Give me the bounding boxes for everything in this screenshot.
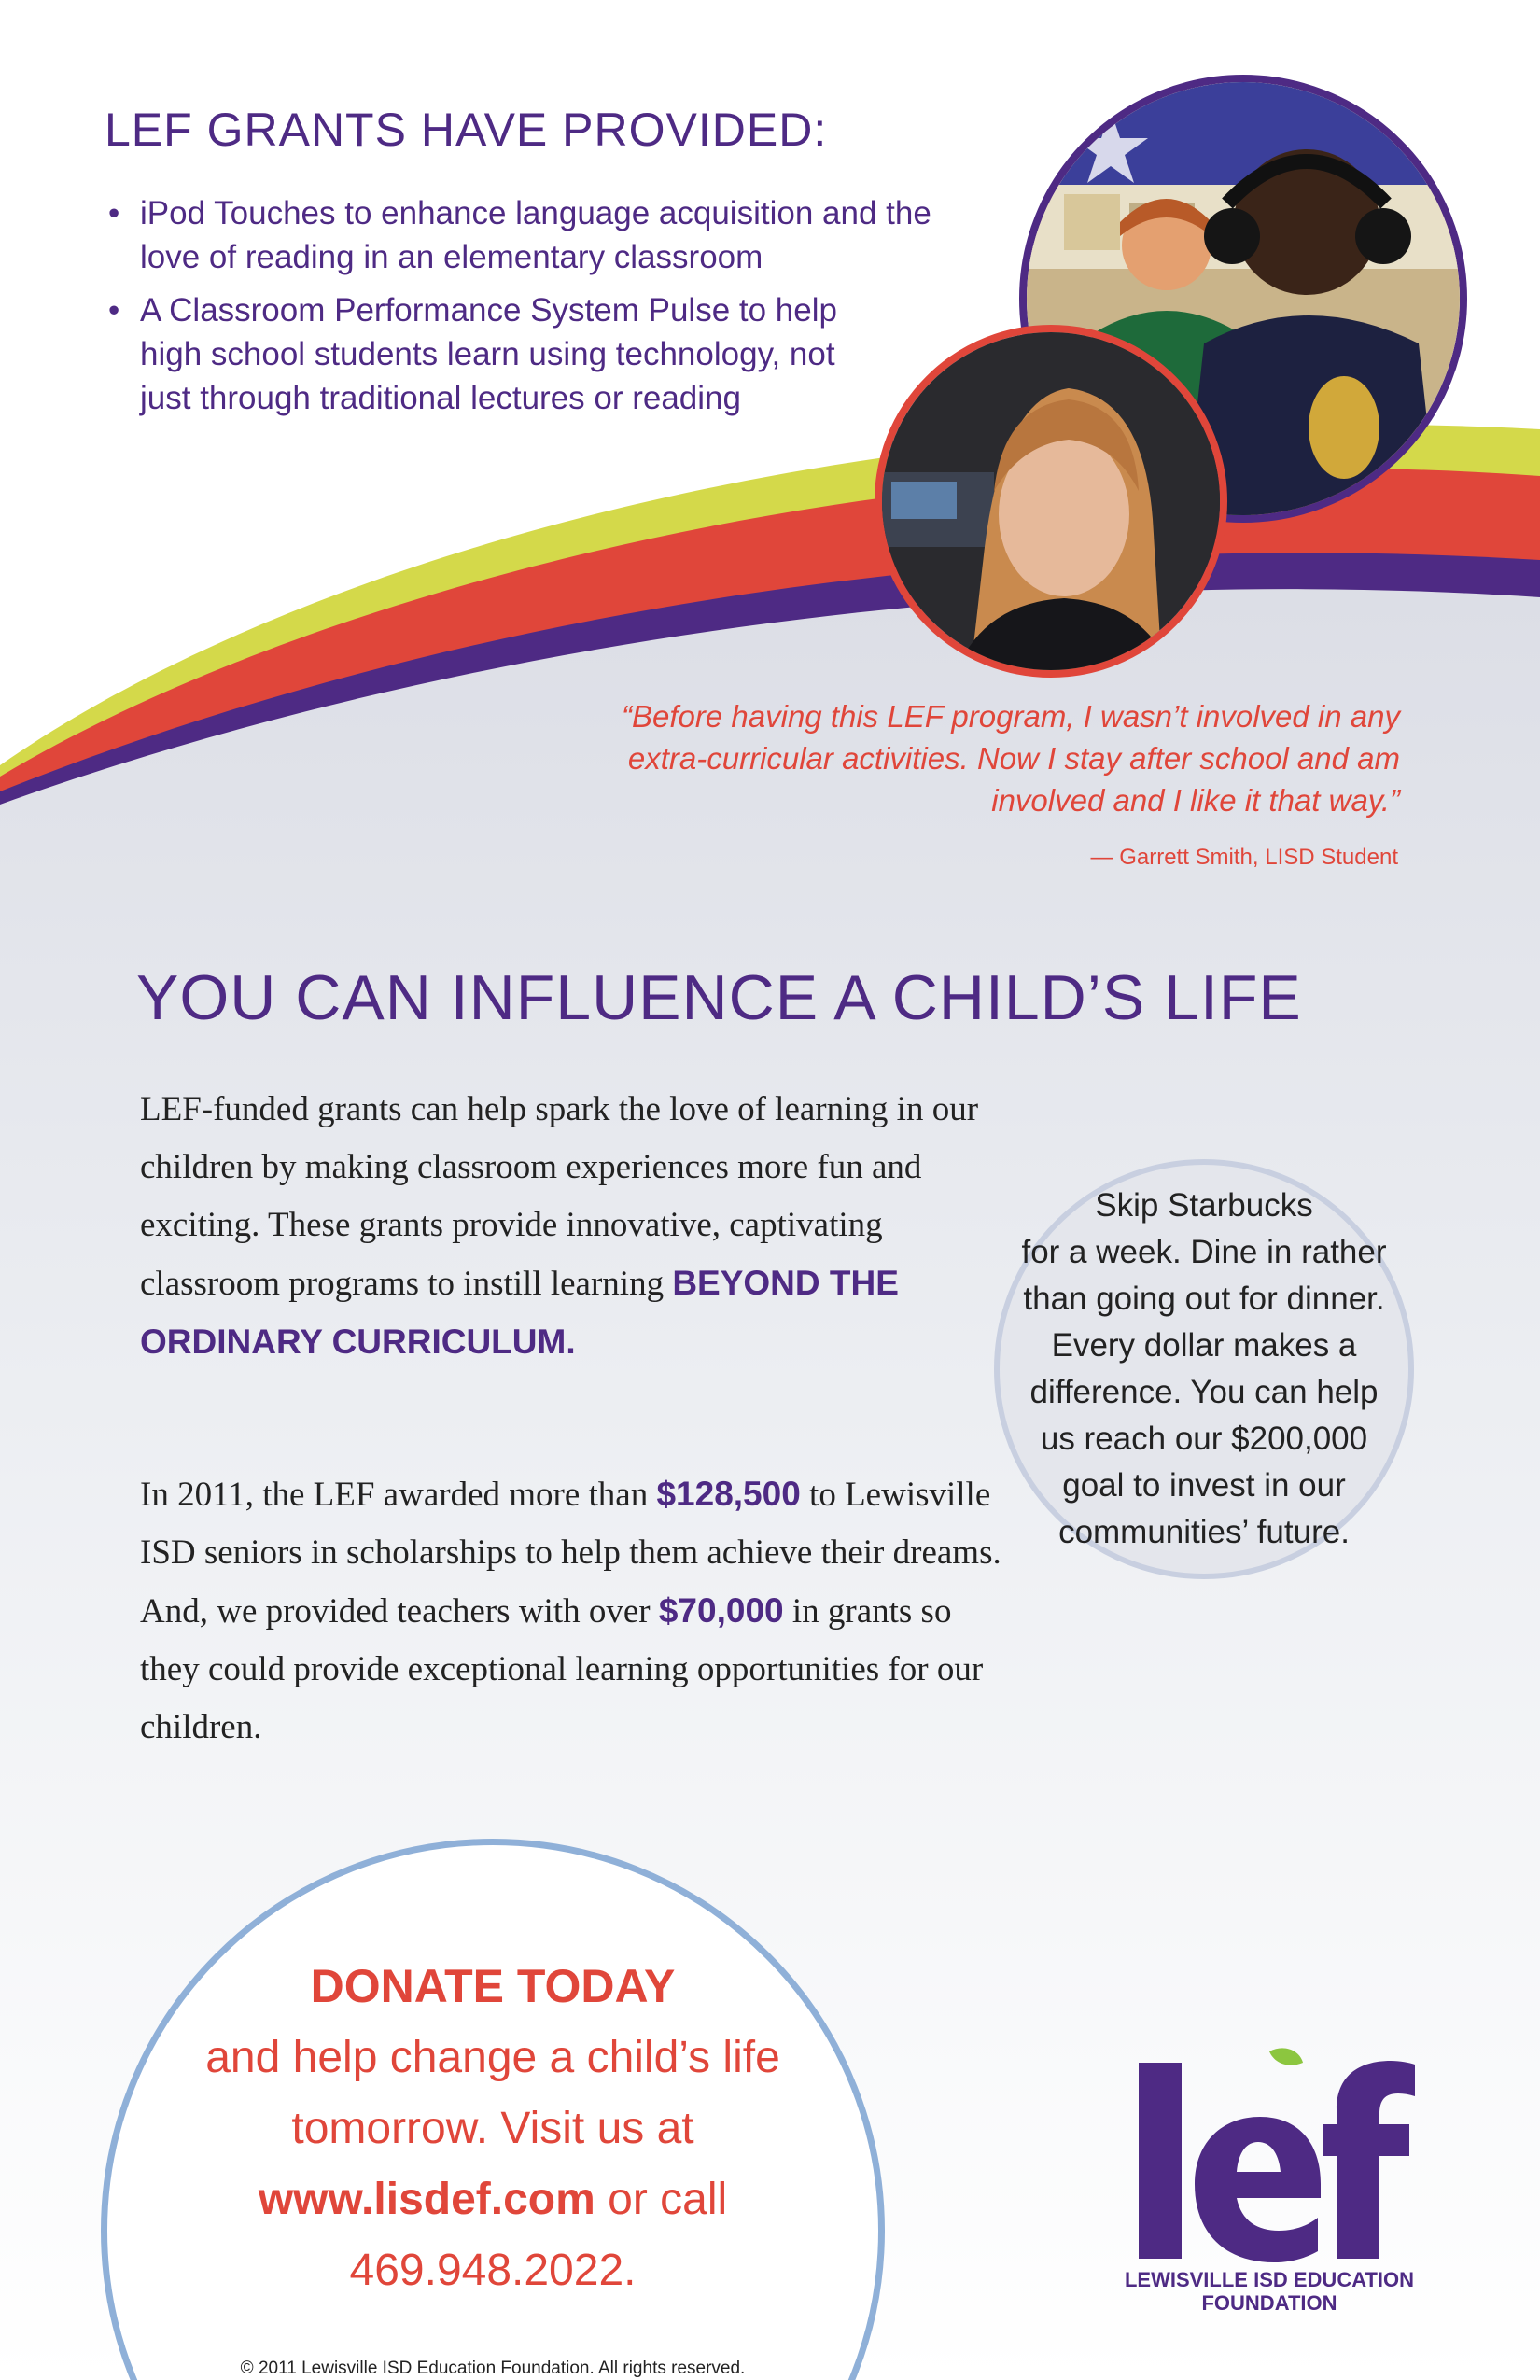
grants-paragraph <box>140 1081 1017 1372</box>
scholarship-amount: $128,500 <box>656 1475 801 1513</box>
student-portrait-photo <box>875 325 1227 678</box>
lef-wordmark-logo <box>1120 2044 1419 2263</box>
highlight-text: BEYOND THE ORDINARY CURRICULUM. <box>140 1264 899 1361</box>
lef-logo <box>1101 2044 1437 2324</box>
grants-heading: LEF GRANTS HAVE PROVIDED: <box>105 104 828 156</box>
website-link[interactable]: www.lisdef.com <box>258 2175 595 2224</box>
donate-message <box>201 2023 785 2306</box>
grants-list <box>108 191 980 429</box>
donate-text-part: and help change a child’s life tomorrow. Visit us at <box>205 2033 780 2153</box>
donate-text-part: or call 469.948.2022. <box>349 2175 728 2295</box>
grant-amount: $70,000 <box>658 1591 784 1630</box>
paragraph-text: to Lewisville ISD seniors in scholarships to help them achieve their dreams. And, we provided teachers with over <box>140 1476 1001 1631</box>
grant-item: • iPod Touches to enhance language acquisition and the love of reading in an elementary classroom <box>108 191 980 279</box>
paragraph-text: In 2011, the LEF awarded more than <box>140 1476 657 1514</box>
grant-item: • A Classroom Performance System Pulse to help high school students learn using technology, not just through traditional lectures or reading <box>108 288 868 420</box>
donation-tip-text: Skip Starbucks for a week. Dine in rather than going out for dinner. Every dollar makes a difference. You can help us reach our $200,000 goal to invest in our communities’ future. <box>1021 1187 1387 1550</box>
donate-heading: DONATE TODAY <box>310 1960 676 2012</box>
section-title: YOU CAN INFLUENCE A CHILD’S LIFE <box>136 962 1302 1033</box>
quote-attribution: — Garrett Smith, LISD Student <box>1090 845 1398 870</box>
copyright-notice: © 2011 Lewisville ISD Education Foundation. All rights reserved. <box>240 2359 746 2378</box>
donation-tip-callout <box>994 1159 1414 1579</box>
paragraph-text: LEF-funded grants can help spark the love of learning in our children by making classroom experiences more fun and exciting. These grants provide innovative, captivating classroom programs to instill learning <box>140 1090 979 1303</box>
foundation-name: LEWISVILLE ISD EDUCATION FOUNDATION <box>1124 2268 1415 2315</box>
student-quote: “Before having this LEF program, I wasn’t involved in any extra-curricular activities. Now I stay after school and am involved and I like it that way.” <box>622 699 1400 818</box>
awards-paragraph <box>140 1465 1017 1757</box>
paragraph-text: in grants so they could provide exceptional learning opportunities for our children. <box>140 1592 984 1746</box>
